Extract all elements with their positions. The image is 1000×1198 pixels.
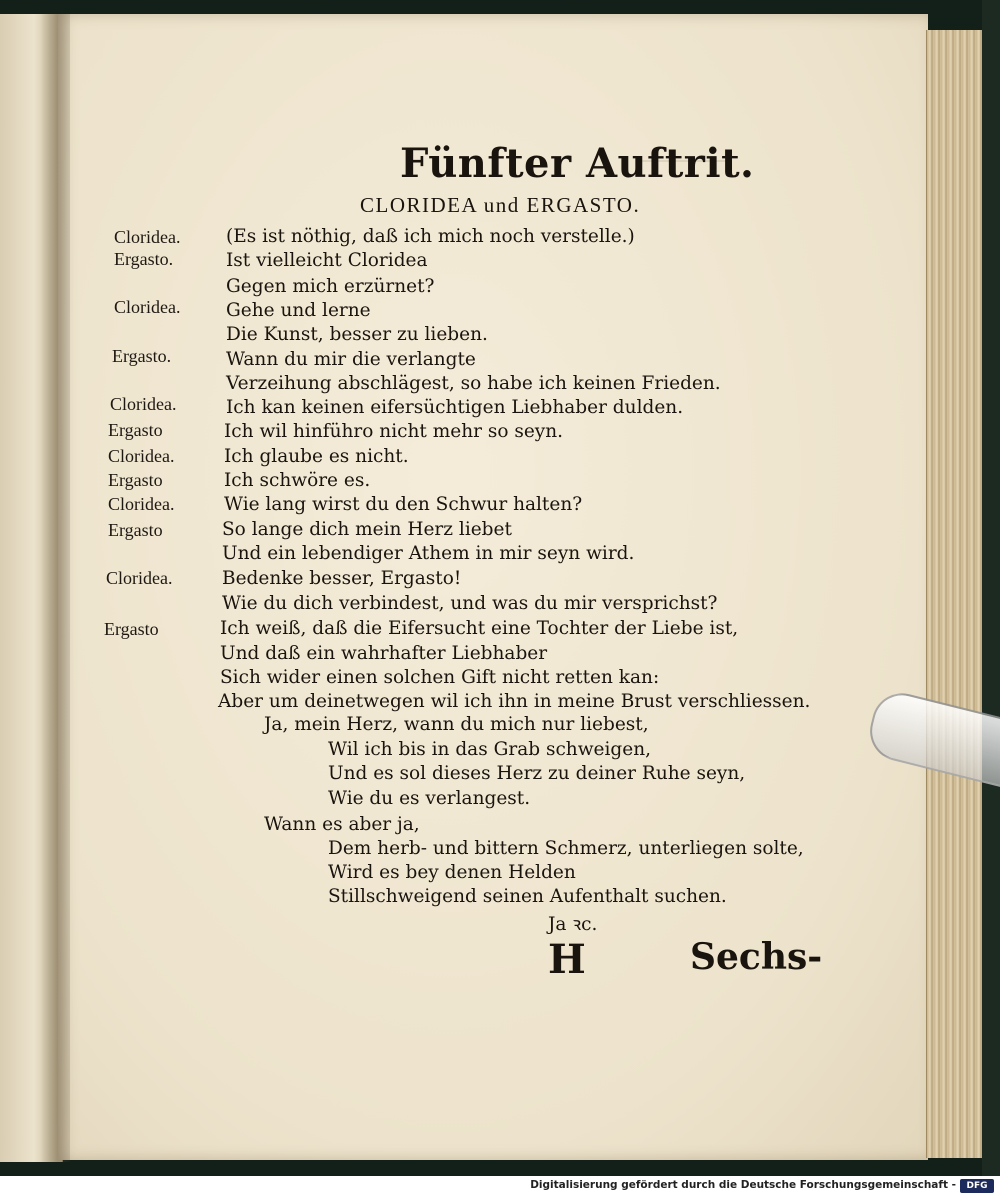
dialogue-line: Ich weiß, daß die Eifersucht eine Tochter der Liebe ist, xyxy=(220,618,739,639)
signature-mark: H xyxy=(548,936,586,983)
speaker-label: Ergasto xyxy=(108,520,163,540)
dialogue-line: Die Kunst, besser zu lieben. xyxy=(226,324,488,345)
dialogue-line: So lange dich mein Herz liebet xyxy=(222,519,512,540)
aria-line: Wann es aber ja, xyxy=(264,814,420,835)
speaker-label: Cloridea. xyxy=(114,297,181,317)
dialogue-line: (Es ist nöthig, daß ich mich noch verstelle.) xyxy=(226,226,635,247)
aria-line: Und es sol dieses Herz zu deiner Ruhe seyn, xyxy=(328,763,746,784)
dialogue-line: Ich wil hinführo nicht mehr so seyn. xyxy=(224,421,564,442)
speaker-label: Cloridea. xyxy=(114,227,181,247)
dialogue-line: Ich glaube es nicht. xyxy=(224,446,409,467)
speaker-label: Ergasto. xyxy=(112,346,172,366)
catchword: Sechs- xyxy=(690,936,823,978)
dfg-logo-icon: DFG xyxy=(960,1179,994,1193)
aria-line: Wil ich bis in das Grab schweigen, xyxy=(328,739,652,760)
speaker-label: Ergasto. xyxy=(114,249,174,269)
da-capo-mark: Ja ꝛc. xyxy=(548,914,598,935)
footer-credit: Digitalisierung gefördert durch die Deutsche Forschungsgemeinschaft - xyxy=(530,1179,956,1191)
speaker-label: Ergasto xyxy=(108,420,163,440)
speaker-label: Cloridea. xyxy=(108,446,175,466)
gutter-shadow xyxy=(40,14,70,1162)
speaker-label: Cloridea. xyxy=(106,568,173,588)
dialogue-line: Wann du mir die verlangte xyxy=(226,349,476,370)
speaker-label: Cloridea. xyxy=(110,394,177,414)
background-edge xyxy=(982,0,1000,1198)
dialogue-line: Verzeihung abschlägest, so habe ich keinen Frieden. xyxy=(226,373,721,394)
speaker-label: Ergasto xyxy=(108,470,163,490)
dialogue-line: Bedenke besser, Ergasto! xyxy=(222,568,462,589)
aria-line: Ja, mein Herz, wann du mich nur liebest, xyxy=(264,714,649,735)
dialogue-line: Ich kan keinen eifersüchtigen Liebhaber dulden. xyxy=(226,397,684,418)
dialogue-line: Sich wider einen solchen Gift nicht retten kan: xyxy=(220,667,660,688)
dialogue-line: Gehe und lerne xyxy=(226,300,371,321)
dialogue-line: Wie du dich verbindest, und was du mir versprichst? xyxy=(222,593,718,614)
aria-line: Wird es bey denen Helden xyxy=(328,862,576,883)
dialogue-line: Gegen mich erzürnet? xyxy=(226,276,435,297)
dialogue-line: Ich schwöre es. xyxy=(224,470,371,491)
dialogue-line: Und ein lebendiger Athem in mir seyn wird. xyxy=(222,543,635,564)
aria-line: Dem herb- und bittern Schmerz, unterliegen solte, xyxy=(328,838,804,859)
dialogue-line: Wie lang wirst du den Schwur halten? xyxy=(224,494,583,515)
speaker-label: Ergasto xyxy=(104,619,159,639)
scene-characters: CLORIDEA und ERGASTO. xyxy=(360,193,641,217)
speaker-label: Cloridea. xyxy=(108,494,175,514)
aria-intro: Aber um deinetwegen wil ich ihn in meine Brust verschliessen. xyxy=(218,691,811,712)
page-edge-stack xyxy=(926,30,983,1158)
aria-line: Stillschweigend seinen Aufenthalt suchen. xyxy=(328,886,727,907)
scene-title: Fünfter Auftrit. xyxy=(400,140,755,187)
dialogue-line: Und daß ein wahrhafter Liebhaber xyxy=(220,643,548,664)
aria-line: Wie du es verlangest. xyxy=(328,788,531,809)
dialogue-line: Ist vielleicht Cloridea xyxy=(226,250,428,271)
